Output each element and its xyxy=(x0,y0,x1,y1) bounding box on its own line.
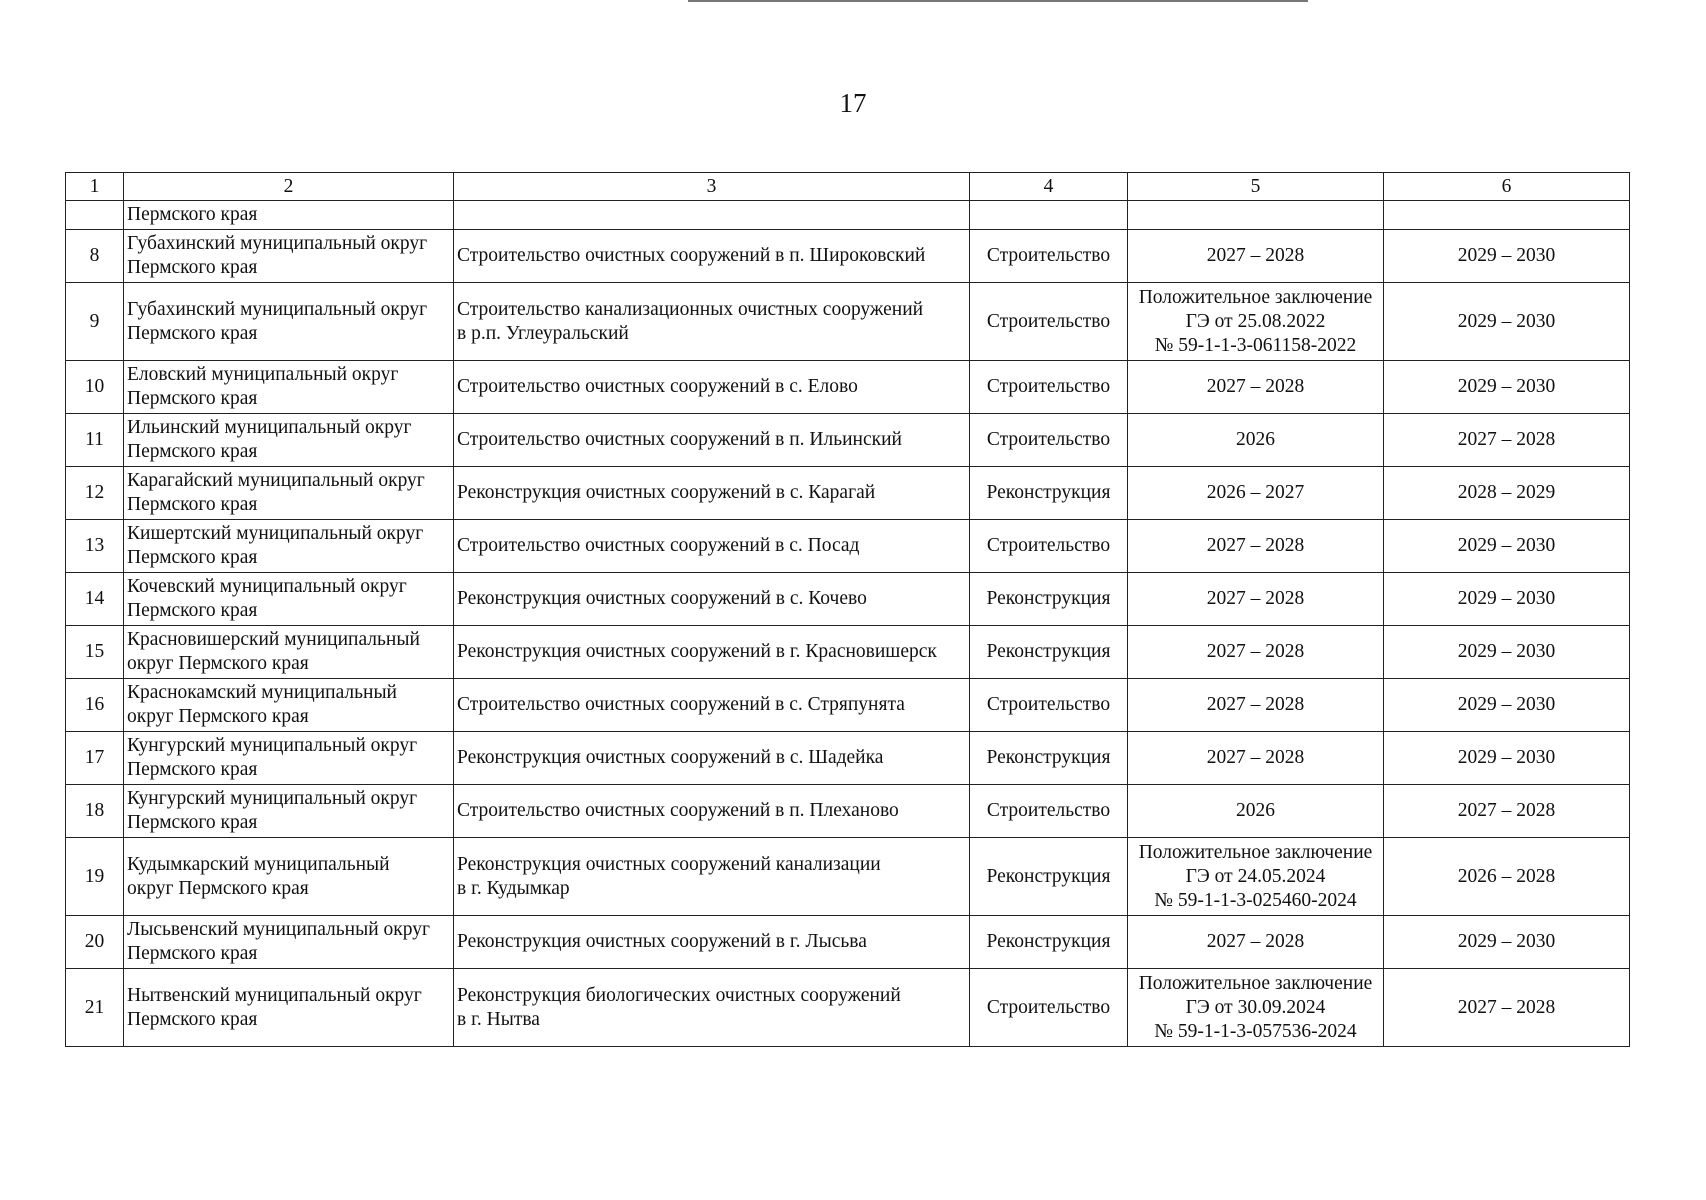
work-type-cell: Строительство xyxy=(970,679,1128,732)
municipality-cell-line: Кишертский муниципальный округ xyxy=(127,523,424,544)
implementation-period-cell: 2026 – 2028 xyxy=(1384,838,1630,916)
design-period-cell xyxy=(1128,969,1384,1047)
municipality-cell-line: Пермского края xyxy=(127,943,258,964)
object-cell-line: Реконструкция очистных сооружений в г. Красновишерск xyxy=(457,641,937,662)
municipality-cell-line: округ Пермского края xyxy=(127,877,309,899)
municipality-cell-line: Еловский муниципальный округ xyxy=(127,364,399,385)
design-period-cell-line: ГЭ от 25.08.2022 xyxy=(1185,310,1326,332)
table-row xyxy=(66,467,1630,520)
continuation-design-cell xyxy=(1128,201,1384,230)
design-period-cell xyxy=(1128,283,1384,361)
object-cell xyxy=(454,573,970,626)
table-row xyxy=(66,283,1630,361)
header-col-6: 6 xyxy=(1384,173,1630,201)
object-cell-line: Строительство очистных сооружений в с. Посад xyxy=(457,535,860,556)
table-row xyxy=(66,916,1630,969)
design-period-cell-line: 2027 – 2028 xyxy=(1206,694,1305,715)
row-number-cell: 19 xyxy=(66,838,124,916)
work-type-cell: Реконструкция xyxy=(970,732,1128,785)
municipality-cell xyxy=(124,626,454,679)
design-period-cell xyxy=(1128,414,1384,467)
object-cell-line: Строительство очистных сооружений в с. Стряпунята xyxy=(457,694,905,715)
work-type-cell: Строительство xyxy=(970,283,1128,361)
object-cell-line: в г. Нытва xyxy=(457,1008,540,1030)
design-period-cell-line: 2027 – 2028 xyxy=(1206,588,1305,609)
municipality-cell-line: округ Пермского края xyxy=(127,653,309,674)
work-type-cell: Строительство xyxy=(970,414,1128,467)
design-period-cell-line: № 59-1-1-3-061158-2022 xyxy=(1154,334,1357,356)
row-number-cell: 18 xyxy=(66,785,124,838)
design-period-cell-line: 2026 – 2027 xyxy=(1206,482,1305,503)
municipality-cell-line: Кунгурский муниципальный округ xyxy=(127,788,418,809)
table-row xyxy=(66,785,1630,838)
table-body xyxy=(66,173,1630,1047)
object-cell xyxy=(454,969,970,1047)
object-cell xyxy=(454,732,970,785)
row-number-cell: 12 xyxy=(66,467,124,520)
municipality-cell-line: Красновишерский муниципальный xyxy=(127,629,420,650)
design-period-cell xyxy=(1128,520,1384,573)
implementation-period-cell: 2029 – 2030 xyxy=(1384,679,1630,732)
work-type-cell: Строительство xyxy=(970,230,1128,283)
municipality-cell-line: Пермского края xyxy=(127,812,258,833)
object-cell-line: в р.п. Углеуральский xyxy=(457,322,629,344)
design-period-cell-line: 2027 – 2028 xyxy=(1206,747,1305,768)
object-cell-line: Строительство очистных сооружений в п. Ильинский xyxy=(457,429,902,450)
object-cell xyxy=(454,679,970,732)
design-period-cell xyxy=(1128,573,1384,626)
design-period-cell-line: 2026 xyxy=(1236,800,1275,821)
work-type-cell: Реконструкция xyxy=(970,573,1128,626)
header-col-1: 1 xyxy=(66,173,124,201)
object-cell-line: Строительство очистных сооружений в с. Елово xyxy=(457,376,858,397)
implementation-period-cell: 2029 – 2030 xyxy=(1384,283,1630,361)
header-col-3: 3 xyxy=(454,173,970,201)
municipality-cell xyxy=(124,916,454,969)
continuation-work-type-cell xyxy=(970,201,1128,230)
design-period-cell xyxy=(1128,732,1384,785)
municipality-cell-line: Пермского края xyxy=(127,388,258,409)
design-period-cell xyxy=(1128,361,1384,414)
page-number: 17 xyxy=(839,88,867,118)
object-cell xyxy=(454,785,970,838)
municipality-cell xyxy=(124,838,454,916)
municipality-cell-line: Пермского края xyxy=(127,441,258,462)
implementation-period-cell: 2029 – 2030 xyxy=(1384,520,1630,573)
row-number-cell: 14 xyxy=(66,573,124,626)
design-period-cell-line: 2027 – 2028 xyxy=(1206,641,1305,662)
object-cell-line: в г. Кудымкар xyxy=(457,877,570,899)
municipality-cell-line: Губахинский муниципальный округ xyxy=(127,233,428,254)
object-cell-line: Строительство очистных сооружений в п. Широковский xyxy=(457,245,926,266)
top-rule xyxy=(688,0,1308,2)
table-row xyxy=(66,230,1630,283)
municipality-cell xyxy=(124,467,454,520)
municipality-cell-line: Ильинский муниципальный округ xyxy=(127,417,412,438)
object-cell xyxy=(454,230,970,283)
municipality-cell-line: Пермского края xyxy=(127,759,258,780)
design-period-cell-line: № 59-1-1-3-025460-2024 xyxy=(1154,889,1357,911)
municipality-cell-line: Пермского края xyxy=(127,547,258,568)
municipality-cell xyxy=(124,283,454,361)
municipality-cell xyxy=(124,230,454,283)
header-col-4: 4 xyxy=(970,173,1128,201)
design-period-cell xyxy=(1128,679,1384,732)
object-cell-line: Строительство канализационных очистных сооружений xyxy=(457,298,924,320)
table-row xyxy=(66,520,1630,573)
municipality-cell-line: Кудымкарский муниципальный xyxy=(127,853,390,875)
row-number-cell: 21 xyxy=(66,969,124,1047)
projects-table xyxy=(65,172,1630,1047)
municipality-cell-line: Карагайский муниципальный округ xyxy=(127,470,425,491)
implementation-period-cell: 2027 – 2028 xyxy=(1384,785,1630,838)
design-period-cell-line: Положительное заключение xyxy=(1138,972,1373,994)
design-period-cell-line: 2027 – 2028 xyxy=(1206,535,1305,556)
design-period-cell-line: 2027 – 2028 xyxy=(1206,245,1305,266)
design-period-cell xyxy=(1128,467,1384,520)
implementation-period-cell: 2028 – 2029 xyxy=(1384,467,1630,520)
row-number-cell: 17 xyxy=(66,732,124,785)
work-type-cell: Строительство xyxy=(970,969,1128,1047)
work-type-cell: Строительство xyxy=(970,520,1128,573)
row-number-cell: 8 xyxy=(66,230,124,283)
table-row xyxy=(66,626,1630,679)
municipality-cell xyxy=(124,520,454,573)
implementation-period-cell: 2029 – 2030 xyxy=(1384,573,1630,626)
municipality-cell-line: Пермского края xyxy=(127,1008,258,1030)
municipality-cell-line: Пермского края xyxy=(127,494,258,515)
object-cell-line: Реконструкция очистных сооружений в с. Карагай xyxy=(457,482,876,503)
design-period-cell xyxy=(1128,785,1384,838)
object-cell xyxy=(454,414,970,467)
row-number-cell: 13 xyxy=(66,520,124,573)
row-number-cell: 15 xyxy=(66,626,124,679)
table-row xyxy=(66,414,1630,467)
work-type-cell: Реконструкция xyxy=(970,916,1128,969)
design-period-cell xyxy=(1128,916,1384,969)
municipality-cell-line: Пермского края xyxy=(127,257,258,278)
object-cell xyxy=(454,283,970,361)
table-row xyxy=(66,732,1630,785)
municipality-cell-line: Пермского края xyxy=(127,600,258,621)
municipality-cell-line: округ Пермского края xyxy=(127,706,309,727)
work-type-cell: Реконструкция xyxy=(970,626,1128,679)
implementation-period-cell: 2029 – 2030 xyxy=(1384,916,1630,969)
row-number-cell: 20 xyxy=(66,916,124,969)
continuation-implementation-cell xyxy=(1384,201,1630,230)
table-row xyxy=(66,361,1630,414)
municipality-cell xyxy=(124,361,454,414)
table-row xyxy=(66,679,1630,732)
municipality-cell-line: Кунгурский муниципальный округ xyxy=(127,735,418,756)
row-number-cell: 16 xyxy=(66,679,124,732)
header-col-5: 5 xyxy=(1128,173,1384,201)
implementation-period-cell: 2027 – 2028 xyxy=(1384,969,1630,1047)
municipality-cell xyxy=(124,414,454,467)
implementation-period-cell: 2029 – 2030 xyxy=(1384,230,1630,283)
design-period-cell-line: Положительное заключение xyxy=(1138,286,1373,308)
table-row xyxy=(66,573,1630,626)
row-number-cell: 9 xyxy=(66,283,124,361)
municipality-cell-line: Лысьвенский муниципальный округ xyxy=(127,919,430,940)
design-period-cell-line: Положительное заключение xyxy=(1138,841,1373,863)
row-number-cell: 11 xyxy=(66,414,124,467)
design-period-cell-line: ГЭ от 30.09.2024 xyxy=(1185,996,1326,1018)
object-cell xyxy=(454,520,970,573)
municipality-cell-line: Краснокамский муниципальный xyxy=(127,682,397,703)
municipality-cell xyxy=(124,969,454,1047)
header-row xyxy=(66,173,1630,201)
object-cell-line: Реконструкция очистных сооружений в г. Лысьва xyxy=(457,931,867,952)
design-period-cell-line: 2026 xyxy=(1236,429,1275,450)
design-period-cell-line: 2027 – 2028 xyxy=(1206,931,1305,952)
municipality-cell-line: Губахинский муниципальный округ xyxy=(127,298,428,320)
object-cell-line: Реконструкция очистных сооружений в с. Кочево xyxy=(457,588,867,609)
table-row xyxy=(66,969,1630,1047)
row-number-cell: 10 xyxy=(66,361,124,414)
continuation-object-cell xyxy=(454,201,970,230)
design-period-cell xyxy=(1128,230,1384,283)
object-cell-line: Реконструкция биологических очистных сооружений xyxy=(457,984,901,1006)
object-cell xyxy=(454,361,970,414)
object-cell xyxy=(454,916,970,969)
object-cell xyxy=(454,467,970,520)
design-period-cell xyxy=(1128,838,1384,916)
object-cell-line: Реконструкция очистных сооружений в с. Шадейка xyxy=(457,747,884,768)
municipality-cell xyxy=(124,785,454,838)
work-type-cell: Строительство xyxy=(970,361,1128,414)
implementation-period-cell: 2027 – 2028 xyxy=(1384,414,1630,467)
header-col-2: 2 xyxy=(124,173,454,201)
continuation-row xyxy=(66,201,1630,230)
object-cell-line: Реконструкция очистных сооружений канализации xyxy=(457,853,881,875)
object-cell xyxy=(454,838,970,916)
continuation-municipality-cell: Пермского края xyxy=(124,201,454,230)
municipality-cell-line: Пермского края xyxy=(127,322,258,344)
object-cell xyxy=(454,626,970,679)
table-row xyxy=(66,838,1630,916)
implementation-period-cell: 2029 – 2030 xyxy=(1384,732,1630,785)
implementation-period-cell: 2029 – 2030 xyxy=(1384,626,1630,679)
design-period-cell xyxy=(1128,626,1384,679)
municipality-cell xyxy=(124,732,454,785)
object-cell-line: Строительство очистных сооружений в п. Плеханово xyxy=(457,800,899,821)
municipality-cell-line: Нытвенский муниципальный округ xyxy=(127,984,422,1006)
work-type-cell: Реконструкция xyxy=(970,838,1128,916)
municipality-cell xyxy=(124,573,454,626)
work-type-cell: Строительство xyxy=(970,785,1128,838)
continuation-num-cell xyxy=(66,201,124,230)
design-period-cell-line: 2027 – 2028 xyxy=(1206,376,1305,397)
implementation-period-cell: 2029 – 2030 xyxy=(1384,361,1630,414)
work-type-cell: Реконструкция xyxy=(970,467,1128,520)
design-period-cell-line: № 59-1-1-3-057536-2024 xyxy=(1154,1020,1357,1042)
municipality-cell-line: Кочевский муниципальный округ xyxy=(127,576,407,597)
municipality-cell xyxy=(124,679,454,732)
design-period-cell-line: ГЭ от 24.05.2024 xyxy=(1185,865,1326,887)
